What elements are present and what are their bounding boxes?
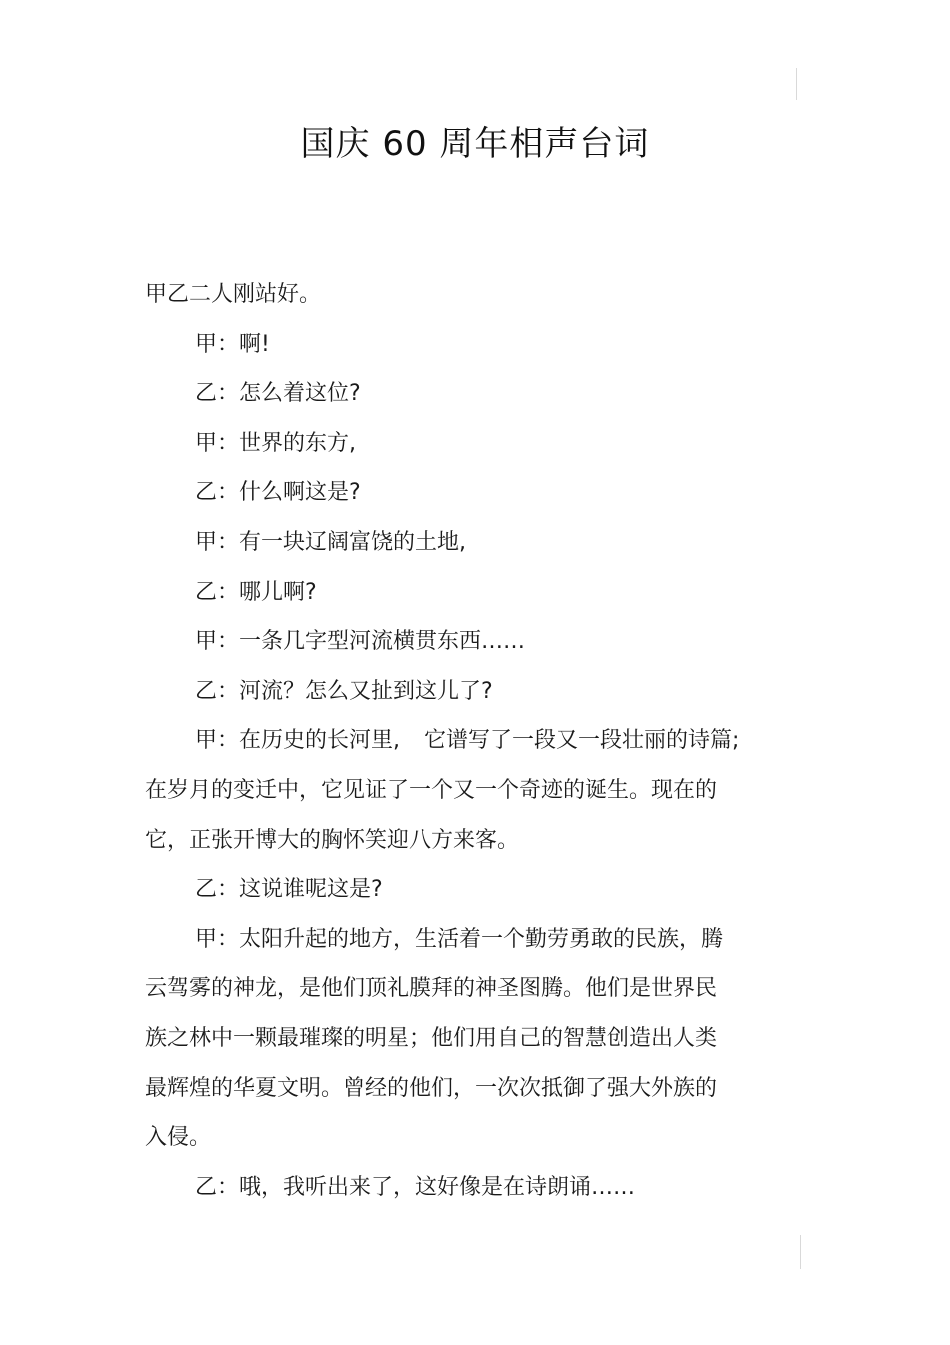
dialogue-continuation: 族之林中一颗最璀璨的明星；他们用自己的智慧创造出人类 — [145, 1025, 718, 1051]
document-body — [145, 270, 795, 1212]
dialogue-line: 乙：这说谁呢这是? — [195, 877, 383, 903]
dialogue-continuation: 在岁月的变迁中，它见证了一个又一个奇迹的诞生。现在的 — [145, 777, 718, 803]
page-corner-mark-top — [796, 68, 797, 100]
dialogue-line: 乙：哪儿啊? — [195, 579, 317, 605]
dialogue-line: 乙：河流？怎么又扯到这儿了? — [195, 678, 493, 704]
dialogue-line: 甲：太阳升起的地方，生活着一个勤劳勇敢的民族，腾 — [195, 926, 724, 952]
dialogue-continuation: 入侵。 — [145, 1125, 212, 1151]
dialogue-segment: 甲：在历史的长河里, — [195, 728, 400, 754]
document-title: 国庆 60 周年相声台词 — [300, 124, 650, 164]
dialogue-line: 乙：什么啊这是? — [195, 480, 361, 506]
dialogue-continuation: 最辉煌的华夏文明。曾经的他们，一次次抵御了强大外族的 — [145, 1075, 718, 1101]
dialogue-continuation: 云驾雾的神龙，是他们顶礼膜拜的神圣图腾。他们是世界民 — [145, 976, 718, 1002]
stage-direction: 甲乙二人刚站好。 — [145, 282, 322, 307]
dialogue-line: 甲：有一块辽阔富饶的土地, — [195, 529, 466, 555]
dialogue-continuation: 它，正张开博大的胸怀笑迎八方来客。 — [145, 827, 520, 853]
dialogue-segment: 它谱写了一段又一段壮丽的诗篇; — [424, 728, 740, 754]
dialogue-line: 乙：哦，我听出来了，这好像是在诗朗诵…… — [195, 1174, 636, 1200]
dialogue-line: 甲：世界的东方, — [195, 430, 356, 456]
dialogue-line — [145, 716, 795, 766]
page-corner-mark-bottom — [800, 1235, 801, 1269]
dialogue-line: 乙：怎么着这位? — [195, 381, 361, 407]
dialogue-line: 甲：一条几字型河流横贯东西…… — [195, 629, 526, 655]
dialogue-line: 甲：啊! — [195, 331, 270, 357]
